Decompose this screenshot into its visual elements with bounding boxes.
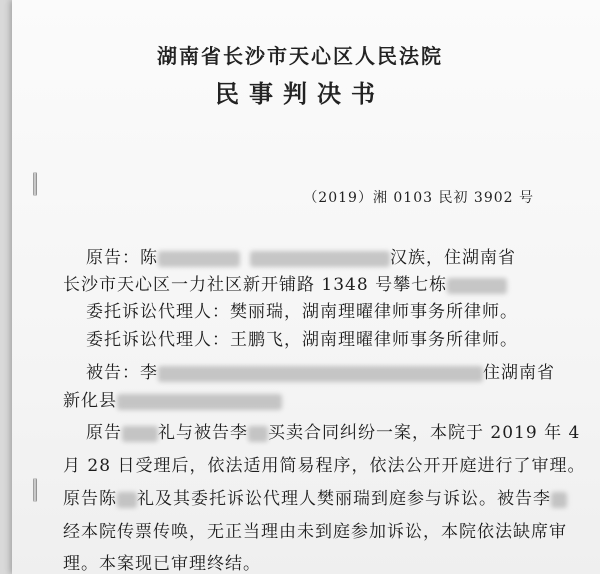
case-summary-line bbox=[86, 418, 600, 443]
text-segment: 委托诉讼代理人：王鹏飞，湖南理曜律师事务所律师。 bbox=[86, 330, 518, 350]
defendant-line bbox=[86, 358, 600, 383]
staple-mark bbox=[33, 172, 37, 196]
plaintiff-address-line bbox=[63, 270, 583, 295]
text-segment: 买卖合同纠纷一案，本院于 2019 年 4 bbox=[268, 423, 581, 443]
text-segment: 新化县 bbox=[63, 391, 117, 411]
text-segment: 月 28 日受理后，依法适用简易程序，依法公开开庭进行了审理。 bbox=[63, 456, 586, 476]
court-name: 湖南省长沙市天心区人民法院 bbox=[157, 44, 443, 68]
redacted-text bbox=[250, 251, 390, 267]
document-title: 民事判决书 bbox=[215, 79, 385, 108]
defendant-address-line bbox=[63, 386, 583, 411]
agent-line bbox=[86, 325, 600, 350]
plaintiff-line bbox=[86, 243, 600, 268]
case-summary-line bbox=[63, 451, 586, 476]
text-segment: 礼与被告李 bbox=[158, 423, 248, 443]
text-segment: 原告 bbox=[86, 423, 122, 443]
case-summary-line bbox=[63, 517, 583, 542]
text-segment: 原告陈 bbox=[63, 489, 117, 509]
case-number: （2019）湘 0103 民初 3902 号 bbox=[303, 190, 534, 206]
redacted-text bbox=[551, 492, 567, 508]
text-segment: 理。本案现已审理终结。 bbox=[63, 554, 261, 574]
text-segment: 住湖南省 bbox=[483, 363, 555, 383]
redacted-text bbox=[117, 394, 282, 410]
redacted-text bbox=[447, 278, 507, 294]
case-summary-line bbox=[63, 484, 583, 509]
text-segment: 委托诉讼代理人：樊丽瑞，湖南理曜律师事务所律师。 bbox=[86, 302, 518, 322]
redacted-text bbox=[248, 426, 268, 442]
text-segment: 经本院传票传唤，无正当理由未到庭参加诉讼，本院依法缺席审 bbox=[63, 522, 567, 542]
case-summary-line bbox=[63, 549, 583, 574]
staple-mark bbox=[33, 478, 37, 502]
redacted-text bbox=[122, 426, 158, 442]
redacted-text bbox=[117, 492, 137, 508]
redacted-text bbox=[158, 366, 483, 382]
text-segment: 长沙市天心区一力社区新开铺路 1348 号攀七栋 bbox=[63, 275, 448, 295]
text-segment: 汉族，住湖南省 bbox=[390, 248, 516, 268]
text-segment: 被告：李 bbox=[86, 363, 158, 383]
agent-line bbox=[86, 297, 600, 322]
text-segment: 原告：陈 bbox=[86, 248, 158, 268]
redacted-text bbox=[158, 251, 240, 267]
text-segment: 礼及其委托诉讼代理人樊丽瑞到庭参与诉讼。被告李 bbox=[137, 489, 551, 509]
